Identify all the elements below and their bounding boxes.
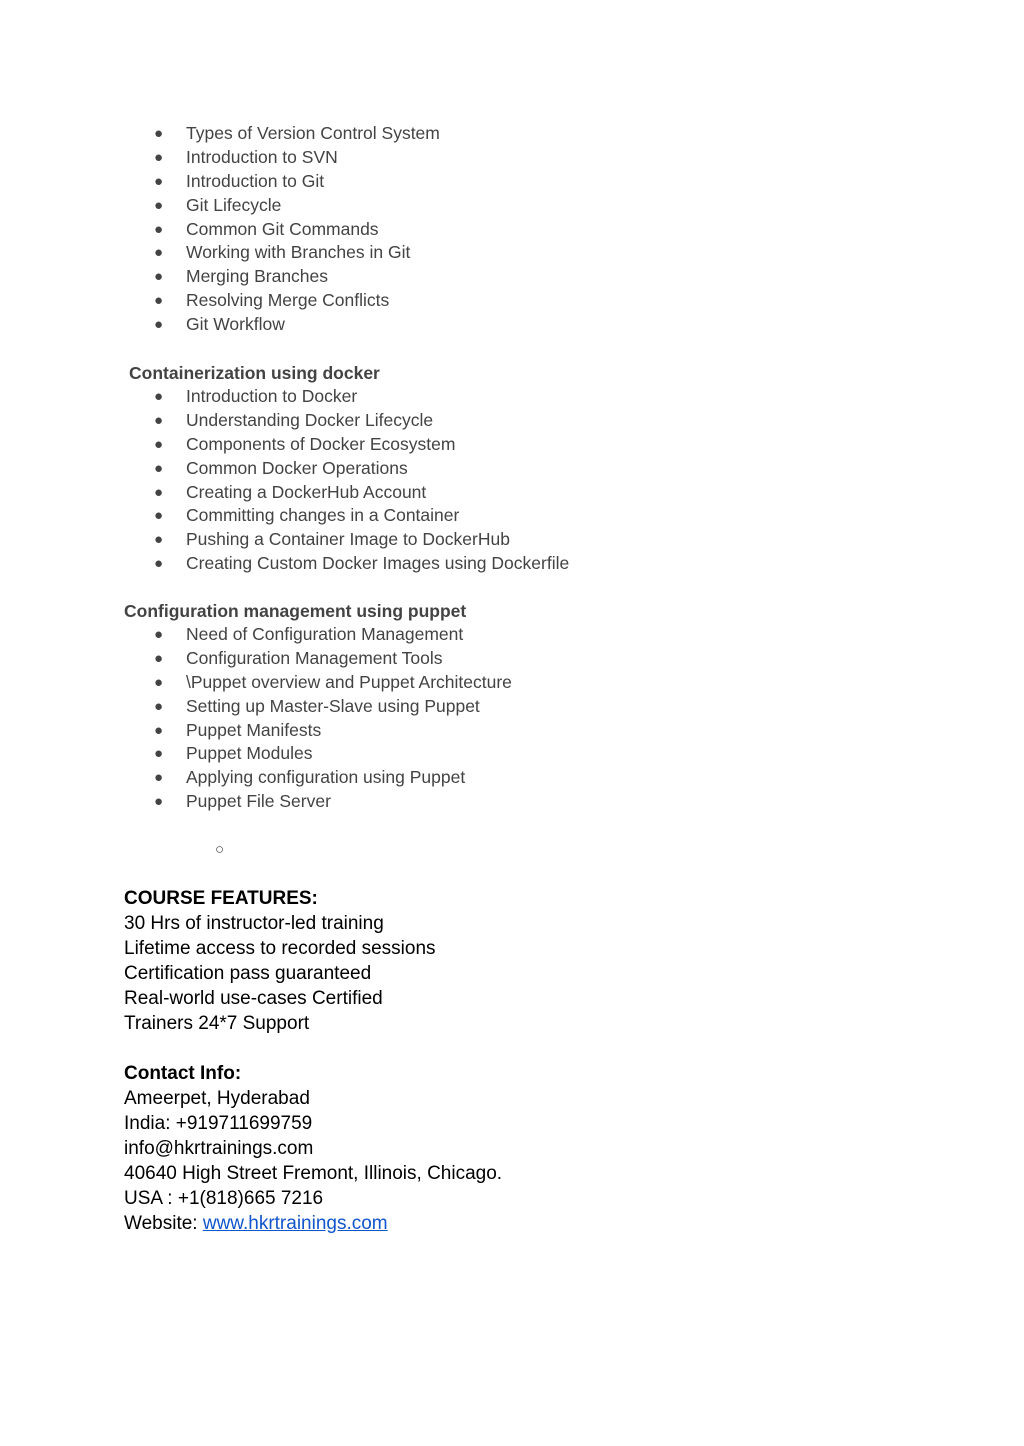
bullet-icon: ● xyxy=(154,483,164,501)
bullet-icon: ● xyxy=(154,459,164,477)
hollow-bullet-icon: ○ xyxy=(215,841,225,858)
list-item: ● Types of Version Control System xyxy=(0,122,900,146)
contact-website-line xyxy=(124,1211,924,1236)
course-features-heading: COURSE FEATURES: xyxy=(124,888,318,909)
contact-info-block xyxy=(124,1061,924,1236)
list-item: ● Resolving Merge Conflicts xyxy=(0,289,900,313)
feature-line: 30 Hrs of instructor-led training xyxy=(124,913,384,934)
feature-line: Lifetime access to recorded sessions xyxy=(124,938,436,959)
bullet-icon: ● xyxy=(154,220,164,238)
list-item: ● Applying configuration using Puppet xyxy=(0,766,900,790)
list-item: ● Understanding Docker Lifecycle xyxy=(0,409,900,433)
bullet-icon: ● xyxy=(154,125,164,142)
bullet-icon: ● xyxy=(154,721,164,739)
bullet-icon: ● xyxy=(154,769,164,787)
bullet-icon: ● xyxy=(154,172,164,190)
list-item: ● Introduction to Docker xyxy=(0,385,900,409)
puppet-section-heading: Configuration management using puppet xyxy=(124,601,467,621)
list-item: ● Introduction to Git xyxy=(0,170,900,194)
feature-line: Real-world use-cases Certified xyxy=(124,988,383,1009)
contact-info-heading: Contact Info: xyxy=(124,1063,242,1084)
bullet-icon: ● xyxy=(154,148,164,166)
bullet-icon: ● xyxy=(154,507,164,525)
bullet-icon: ● xyxy=(154,626,164,643)
bullet-icon: ● xyxy=(154,435,164,453)
course-features-block xyxy=(124,886,924,1036)
list-item: ● Git Lifecycle xyxy=(0,194,900,218)
list-item: ● Introduction to SVN xyxy=(0,146,900,170)
list-item: ● Setting up Master-Slave using Puppet xyxy=(0,695,900,719)
bullet-icon: ● xyxy=(154,268,164,286)
list-item: ● Merging Branches xyxy=(0,265,900,289)
list-item: ● Configuration Management Tools xyxy=(0,647,900,671)
bullet-icon: ● xyxy=(154,196,164,214)
bullet-icon: ● xyxy=(154,697,164,715)
list-item: ● Creating Custom Docker Images using Dockerfile xyxy=(0,552,900,576)
bullet-icon: ● xyxy=(154,292,164,310)
bullet-icon: ● xyxy=(154,531,164,549)
bullet-icon: ● xyxy=(154,555,164,573)
list-item: ● \Puppet overview and Puppet Architecture xyxy=(0,671,900,695)
puppet-topic-list xyxy=(0,623,900,814)
list-item: ● Working with Branches in Git xyxy=(0,241,900,265)
list-item: ● Need of Configuration Management xyxy=(0,623,900,647)
list-item: ● Components of Docker Ecosystem xyxy=(0,433,900,457)
list-item: ● Pushing a Container Image to DockerHub xyxy=(0,528,900,552)
bullet-icon: ● xyxy=(154,793,164,811)
feature-line: Certification pass guaranteed xyxy=(124,963,372,984)
list-item: ● Committing changes in a Container xyxy=(0,504,900,528)
list-item: ● Creating a DockerHub Account xyxy=(0,481,900,505)
contact-phone-usa: USA : +1(818)665 7216 xyxy=(124,1188,324,1209)
list-item: ● Common Docker Operations xyxy=(0,457,900,481)
contact-phone-india: India: +919711699759 xyxy=(124,1113,313,1134)
list-item: ● Puppet File Server xyxy=(0,790,900,814)
bullet-icon: ● xyxy=(154,649,164,667)
contact-email: info@hkrtrainings.com xyxy=(124,1138,314,1159)
bullet-icon: ● xyxy=(154,673,164,691)
list-item: ● Common Git Commands xyxy=(0,218,900,242)
list-item: ● Puppet Modules xyxy=(0,742,900,766)
website-label: Website: xyxy=(124,1213,203,1234)
contact-address-usa: 40640 High Street Fremont, Illinois, Chicago. xyxy=(124,1163,503,1184)
list-item: ● Puppet Manifests xyxy=(0,719,900,743)
docker-section-heading: Containerization using docker xyxy=(129,363,380,383)
contact-address-line: Ameerpet, Hyderabad xyxy=(124,1088,310,1109)
bullet-icon: ● xyxy=(154,388,164,405)
bullet-icon: ● xyxy=(154,411,164,429)
feature-line: Trainers 24*7 Support xyxy=(124,1013,310,1034)
bullet-icon: ● xyxy=(154,745,164,763)
bullet-icon: ● xyxy=(154,244,164,262)
website-link[interactable]: www.hkrtrainings.com xyxy=(202,1213,388,1234)
version-control-topic-list xyxy=(0,122,900,337)
docker-topic-list xyxy=(0,385,900,576)
bullet-icon: ● xyxy=(154,316,164,334)
list-item: ● Git Workflow xyxy=(0,313,900,337)
